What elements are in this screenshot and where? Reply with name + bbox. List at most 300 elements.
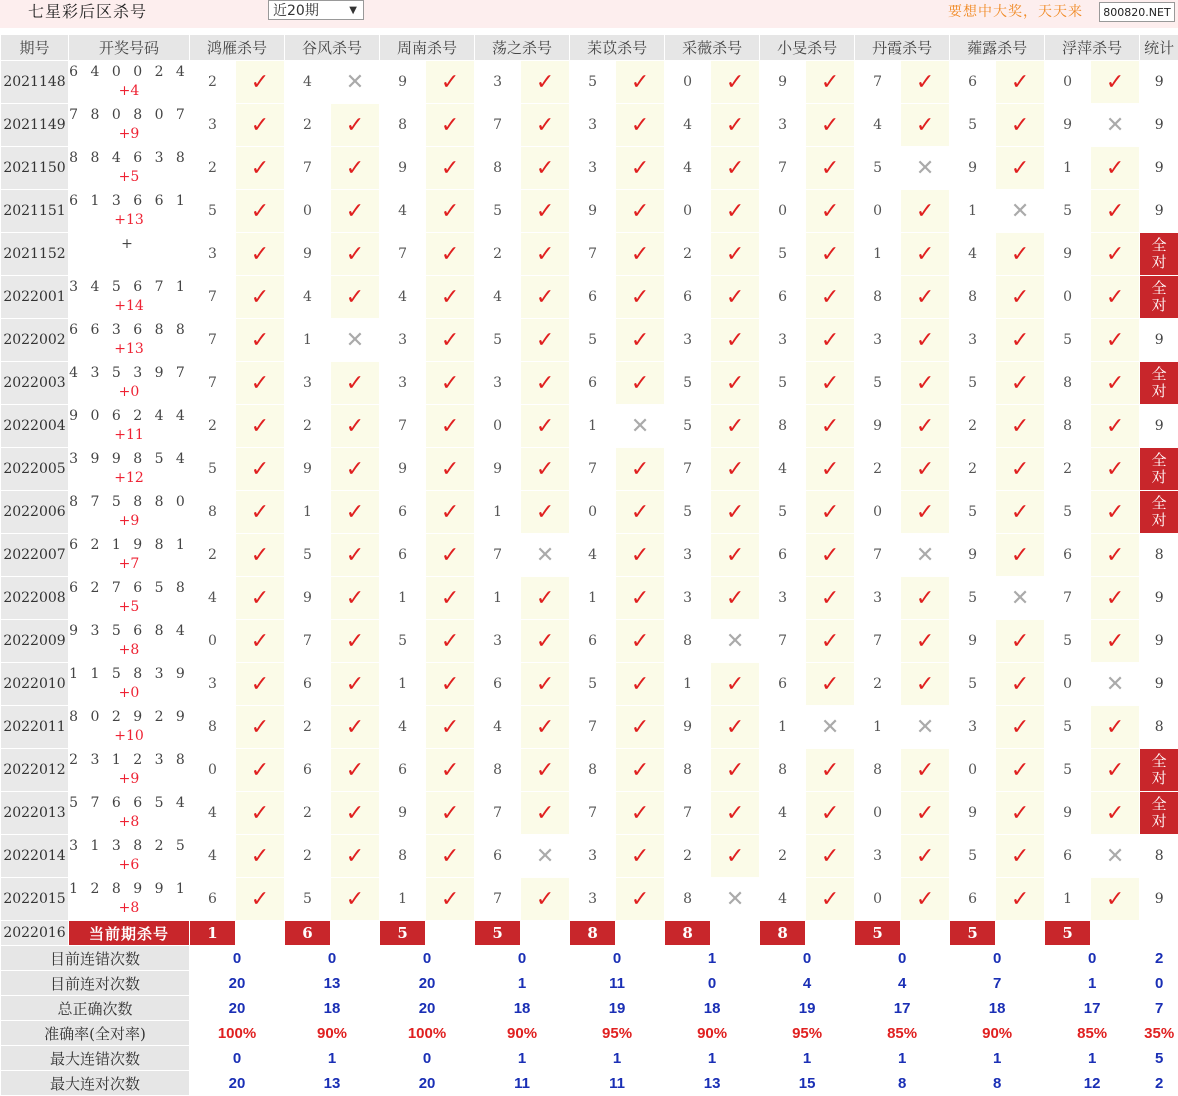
kill-number-cell: 4 — [475, 706, 521, 749]
draw-numbers: 6 1 3 6 6 1 — [69, 192, 189, 211]
all-correct-badge: 全 对 — [1140, 749, 1178, 792]
stat-cell: 9 — [1140, 61, 1178, 104]
hit-cell — [426, 878, 475, 921]
issue-cell: 2021149 — [1, 104, 69, 147]
draw-numbers-cell — [69, 663, 190, 706]
kill-number-cell: 4 — [665, 147, 711, 190]
check-icon: ✓ — [536, 328, 554, 353]
draw-numbers: 7 8 0 8 0 7 — [69, 106, 189, 125]
summary-value: 13 — [285, 971, 380, 996]
hit-cell — [616, 620, 665, 663]
blank-cell — [1091, 921, 1140, 946]
draw-numbers: 1 1 5 8 3 9 — [69, 665, 189, 684]
check-icon: ✓ — [441, 457, 459, 482]
kill-number-cell: 2 — [190, 534, 236, 577]
kill-number-cell: 6 — [1045, 835, 1091, 878]
kill-number-cell: 4 — [950, 233, 996, 276]
hit-cell — [521, 104, 570, 147]
kill-number-cell: 5 — [665, 405, 711, 448]
check-icon: ✓ — [631, 887, 649, 912]
current-kill-number: 5 — [1045, 921, 1091, 946]
all-correct-badge: 全 对 — [1140, 276, 1178, 319]
hit-cell — [1091, 448, 1140, 491]
check-icon: ✓ — [441, 242, 459, 267]
draw-numbers: 3 1 3 8 2 5 — [69, 837, 189, 856]
check-icon: ✓ — [1106, 414, 1124, 439]
kill-number-cell: 6 — [285, 663, 331, 706]
kill-number-cell: 7 — [570, 706, 616, 749]
table-row — [1, 534, 1178, 577]
hit-cell — [521, 792, 570, 835]
stat-cell: 9 — [1140, 663, 1178, 706]
summary-value: 19 — [570, 996, 665, 1021]
hit-cell — [806, 319, 855, 362]
blank-cell — [616, 921, 665, 946]
check-icon: ✓ — [1011, 844, 1029, 869]
kill-number-cell: 1 — [475, 491, 521, 534]
kill-number-cell: 4 — [190, 835, 236, 878]
check-icon: ✓ — [726, 543, 744, 568]
kill-number-cell: 9 — [665, 706, 711, 749]
kill-number-cell: 7 — [570, 792, 616, 835]
check-icon: ✓ — [251, 629, 269, 654]
check-icon: ✓ — [251, 543, 269, 568]
check-icon: ✓ — [726, 844, 744, 869]
check-icon: ✓ — [1011, 758, 1029, 783]
summary-value: 2 — [1140, 1071, 1178, 1096]
current-kill-number: 5 — [475, 921, 521, 946]
kill-number-cell: 1 — [665, 663, 711, 706]
kill-number-cell: 5 — [1045, 319, 1091, 362]
hit-cell — [996, 878, 1045, 921]
draw-extra-number: +0 — [69, 383, 189, 402]
check-icon: ✓ — [441, 801, 459, 826]
summary-value: 1 — [855, 1046, 950, 1071]
draw-numbers: + — [69, 235, 189, 254]
kill-number-cell: 5 — [570, 663, 616, 706]
kill-number-cell: 5 — [665, 362, 711, 405]
hit-cell — [806, 362, 855, 405]
check-icon: ✓ — [536, 414, 554, 439]
check-icon: ✓ — [1011, 156, 1029, 181]
hit-cell — [426, 233, 475, 276]
hit-cell — [521, 878, 570, 921]
hit-cell — [711, 663, 760, 706]
kill-number-cell: 0 — [570, 491, 616, 534]
miss-cell — [521, 534, 570, 577]
kill-number-cell: 5 — [1045, 190, 1091, 233]
check-icon: ✓ — [726, 156, 744, 181]
period-select[interactable] — [268, 0, 364, 20]
hit-cell — [616, 233, 665, 276]
hit-cell — [616, 61, 665, 104]
summary-value: 1 — [665, 1046, 760, 1071]
issue-cell: 2022010 — [1, 663, 69, 706]
summary-value: 18 — [285, 996, 380, 1021]
kill-number-cell: 2 — [285, 792, 331, 835]
miss-cell — [996, 190, 1045, 233]
check-icon: ✓ — [631, 242, 649, 267]
kill-number-cell: 4 — [380, 706, 426, 749]
issue-cell: 2022014 — [1, 835, 69, 878]
summary-row — [1, 971, 1178, 996]
current-kill-number: 8 — [570, 921, 616, 946]
cross-icon: ✕ — [536, 543, 554, 568]
kill-number-cell: 4 — [380, 190, 426, 233]
kill-number-cell: 7 — [475, 792, 521, 835]
draw-numbers-cell — [69, 190, 190, 233]
check-icon: ✓ — [1011, 457, 1029, 482]
kill-number-cell: 6 — [380, 491, 426, 534]
hit-cell — [901, 878, 950, 921]
hit-cell — [426, 147, 475, 190]
summary-value: 20 — [380, 996, 475, 1021]
kill-number-cell: 2 — [190, 61, 236, 104]
hit-cell — [1091, 362, 1140, 405]
check-icon: ✓ — [441, 586, 459, 611]
draw-numbers-cell — [69, 362, 190, 405]
draw-extra-number: +8 — [69, 899, 189, 918]
hit-cell — [616, 104, 665, 147]
check-icon: ✓ — [916, 801, 934, 826]
kill-number-cell: 4 — [380, 276, 426, 319]
stat-cell: 9 — [1140, 878, 1178, 921]
hit-cell — [711, 749, 760, 792]
check-icon: ✓ — [441, 629, 459, 654]
hit-cell — [521, 620, 570, 663]
hit-cell — [806, 749, 855, 792]
kill-number-cell: 5 — [1045, 706, 1091, 749]
check-icon: ✓ — [536, 156, 554, 181]
table-row — [1, 491, 1178, 534]
slogan-text: 要想中大奖，天天来 — [948, 0, 1083, 24]
check-icon: ✓ — [251, 199, 269, 224]
kill-number-cell: 5 — [1045, 491, 1091, 534]
column-header: 荡之杀号 — [475, 35, 570, 61]
current-kill-number: 5 — [380, 921, 426, 946]
issue-cell: 2022007 — [1, 534, 69, 577]
check-icon: ✓ — [631, 199, 649, 224]
blank-cell — [806, 921, 855, 946]
cross-icon: ✕ — [1011, 199, 1029, 224]
hit-cell — [806, 104, 855, 147]
hit-cell — [996, 792, 1045, 835]
kill-number-cell: 5 — [760, 362, 806, 405]
check-icon: ✓ — [916, 371, 934, 396]
hit-cell — [901, 319, 950, 362]
check-icon: ✓ — [916, 457, 934, 482]
cross-icon: ✕ — [346, 328, 364, 353]
check-icon: ✓ — [1011, 70, 1029, 95]
kill-number-cell: 3 — [950, 319, 996, 362]
hit-cell — [426, 534, 475, 577]
check-icon: ✓ — [1106, 285, 1124, 310]
miss-cell — [521, 835, 570, 878]
table-header — [1, 35, 1178, 61]
check-icon: ✓ — [346, 199, 364, 224]
kill-number-cell: 9 — [950, 534, 996, 577]
draw-numbers-cell — [69, 147, 190, 190]
check-icon: ✓ — [346, 586, 364, 611]
hit-cell — [236, 878, 285, 921]
hit-cell — [1091, 534, 1140, 577]
hit-cell — [711, 491, 760, 534]
summary-value: 35% — [1140, 1021, 1178, 1046]
miss-cell — [806, 706, 855, 749]
hit-cell — [1091, 276, 1140, 319]
hit-cell — [521, 491, 570, 534]
summary-value: 0 — [190, 946, 285, 971]
hit-cell — [236, 233, 285, 276]
hit-cell — [711, 405, 760, 448]
kill-number-cell: 4 — [855, 104, 901, 147]
check-icon: ✓ — [1106, 887, 1124, 912]
stat-cell: 9 — [1140, 620, 1178, 663]
draw-numbers: 3 4 5 6 7 1 — [69, 278, 189, 297]
hit-cell — [236, 276, 285, 319]
check-icon: ✓ — [441, 70, 459, 95]
check-icon: ✓ — [441, 672, 459, 697]
draw-numbers: 8 8 4 6 3 8 — [69, 149, 189, 168]
summary-value: 1 — [570, 1046, 665, 1071]
kill-number-cell: 4 — [190, 792, 236, 835]
check-icon: ✓ — [441, 715, 459, 740]
check-icon: ✓ — [441, 328, 459, 353]
kill-number-cell: 5 — [570, 61, 616, 104]
draw-extra-number: +13 — [69, 340, 189, 359]
summary-value: 15 — [760, 1071, 855, 1096]
summary-value: 90% — [475, 1021, 570, 1046]
check-icon: ✓ — [821, 156, 839, 181]
draw-numbers: 1 2 8 9 9 1 — [69, 880, 189, 899]
draw-extra-number: +0 — [69, 684, 189, 703]
kill-number-cell: 3 — [190, 104, 236, 147]
hit-cell — [331, 405, 380, 448]
summary-row — [1, 946, 1178, 971]
check-icon: ✓ — [346, 801, 364, 826]
kill-number-cell: 3 — [665, 577, 711, 620]
check-icon: ✓ — [536, 629, 554, 654]
check-icon: ✓ — [1106, 70, 1124, 95]
issue-cell: 2022004 — [1, 405, 69, 448]
hit-cell — [996, 534, 1045, 577]
kill-number-cell: 6 — [760, 663, 806, 706]
check-icon: ✓ — [346, 543, 364, 568]
kill-number-cell: 4 — [285, 276, 331, 319]
check-icon: ✓ — [536, 371, 554, 396]
hit-cell — [806, 835, 855, 878]
kill-number-cell: 5 — [665, 491, 711, 534]
check-icon: ✓ — [631, 629, 649, 654]
issue-cell: 2022015 — [1, 878, 69, 921]
hit-cell — [1091, 190, 1140, 233]
kill-number-cell: 5 — [1045, 620, 1091, 663]
summary-label: 最大连错次数 — [1, 1046, 190, 1071]
hit-cell — [1091, 491, 1140, 534]
hit-cell — [236, 663, 285, 706]
hit-cell — [901, 663, 950, 706]
check-icon: ✓ — [441, 758, 459, 783]
kill-number-cell: 7 — [475, 878, 521, 921]
summary-value: 2 — [1140, 946, 1178, 971]
hit-cell — [521, 448, 570, 491]
kill-number-cell: 7 — [380, 405, 426, 448]
summary-value: 11 — [570, 971, 665, 996]
hit-cell — [521, 319, 570, 362]
check-icon: ✓ — [251, 156, 269, 181]
issue-cell: 2021150 — [1, 147, 69, 190]
check-icon: ✓ — [726, 672, 744, 697]
hit-cell — [331, 706, 380, 749]
kill-number-cell: 9 — [380, 792, 426, 835]
hit-cell — [996, 491, 1045, 534]
check-icon: ✓ — [441, 199, 459, 224]
hit-cell — [1091, 319, 1140, 362]
kill-number-cell: 0 — [950, 749, 996, 792]
check-icon: ✓ — [1106, 586, 1124, 611]
hit-cell — [1091, 577, 1140, 620]
all-correct-badge: 全 对 — [1140, 448, 1178, 491]
draw-numbers: 5 7 6 6 5 4 — [69, 794, 189, 813]
check-icon: ✓ — [821, 70, 839, 95]
kill-number-table — [0, 34, 1178, 1096]
stat-cell: 9 — [1140, 319, 1178, 362]
check-icon: ✓ — [1011, 285, 1029, 310]
hit-cell — [331, 577, 380, 620]
hit-cell — [901, 276, 950, 319]
column-header: 小旻杀号 — [760, 35, 855, 61]
kill-number-cell: 8 — [665, 749, 711, 792]
draw-numbers-cell — [69, 878, 190, 921]
summary-value: 0 — [380, 1046, 475, 1071]
issue-cell: 2022011 — [1, 706, 69, 749]
hit-cell — [711, 319, 760, 362]
kill-number-cell: 9 — [285, 577, 331, 620]
all-correct-badge: 全 对 — [1140, 792, 1178, 835]
current-issue-number: 2022016 — [1, 921, 69, 946]
check-icon: ✓ — [1011, 715, 1029, 740]
hit-cell — [616, 534, 665, 577]
check-icon: ✓ — [441, 113, 459, 138]
kill-number-cell: 3 — [380, 362, 426, 405]
kill-number-cell: 8 — [855, 749, 901, 792]
draw-numbers-cell — [69, 233, 190, 276]
check-icon: ✓ — [251, 113, 269, 138]
blank-cell — [1140, 921, 1178, 946]
current-issue-row — [1, 921, 1178, 946]
hit-cell — [806, 620, 855, 663]
check-icon: ✓ — [441, 285, 459, 310]
kill-number-cell: 6 — [950, 61, 996, 104]
hit-cell — [711, 534, 760, 577]
current-kill-number: 5 — [950, 921, 996, 946]
check-icon: ✓ — [346, 715, 364, 740]
check-icon: ✓ — [536, 672, 554, 697]
kill-number-cell: 9 — [760, 61, 806, 104]
check-icon: ✓ — [251, 285, 269, 310]
column-header: 统计 — [1140, 35, 1178, 61]
kill-number-cell: 0 — [760, 190, 806, 233]
hit-cell — [996, 147, 1045, 190]
kill-number-cell: 8 — [950, 276, 996, 319]
hit-cell — [616, 663, 665, 706]
draw-extra-number: +8 — [69, 641, 189, 660]
hit-cell — [616, 190, 665, 233]
check-icon: ✓ — [346, 672, 364, 697]
check-icon: ✓ — [821, 414, 839, 439]
check-icon: ✓ — [916, 199, 934, 224]
summary-row — [1, 1071, 1178, 1096]
kill-number-cell: 2 — [285, 104, 331, 147]
kill-number-cell: 9 — [380, 147, 426, 190]
miss-cell — [331, 319, 380, 362]
check-icon: ✓ — [726, 457, 744, 482]
summary-row — [1, 1046, 1178, 1071]
kill-number-cell: 7 — [190, 319, 236, 362]
draw-numbers: 8 0 2 9 2 9 — [69, 708, 189, 727]
check-icon: ✓ — [916, 328, 934, 353]
check-icon: ✓ — [821, 586, 839, 611]
check-icon: ✓ — [1106, 801, 1124, 826]
stat-cell: 9 — [1140, 104, 1178, 147]
issue-cell: 2021152 — [1, 233, 69, 276]
hit-cell — [711, 147, 760, 190]
kill-number-cell: 8 — [190, 706, 236, 749]
check-icon: ✓ — [631, 113, 649, 138]
draw-extra-number: +11 — [69, 426, 189, 445]
table-row — [1, 577, 1178, 620]
kill-number-cell: 5 — [950, 663, 996, 706]
check-icon: ✓ — [631, 586, 649, 611]
check-icon: ✓ — [631, 543, 649, 568]
summary-value: 8 — [950, 1071, 1045, 1096]
kill-number-cell: 8 — [190, 491, 236, 534]
hit-cell — [236, 534, 285, 577]
column-header: 丹霞杀号 — [855, 35, 950, 61]
miss-cell — [1091, 663, 1140, 706]
miss-cell — [711, 878, 760, 921]
summary-row — [1, 996, 1178, 1021]
check-icon: ✓ — [726, 285, 744, 310]
draw-extra-number: +5 — [69, 168, 189, 187]
check-icon: ✓ — [631, 328, 649, 353]
site-badge[interactable]: 800820.NET — [1099, 2, 1175, 22]
kill-number-cell: 2 — [475, 233, 521, 276]
check-icon: ✓ — [251, 242, 269, 267]
check-icon: ✓ — [726, 801, 744, 826]
hit-cell — [426, 577, 475, 620]
check-icon: ✓ — [1106, 457, 1124, 482]
check-icon: ✓ — [536, 199, 554, 224]
summary-value: 20 — [380, 971, 475, 996]
check-icon: ✓ — [1011, 629, 1029, 654]
issue-cell: 2022006 — [1, 491, 69, 534]
summary-value: 85% — [855, 1021, 950, 1046]
hit-cell — [521, 706, 570, 749]
kill-number-cell: 3 — [285, 362, 331, 405]
summary-value: 90% — [285, 1021, 380, 1046]
check-icon: ✓ — [631, 156, 649, 181]
check-icon: ✓ — [1011, 887, 1029, 912]
hit-cell — [996, 319, 1045, 362]
hit-cell — [331, 190, 380, 233]
kill-number-cell: 8 — [380, 835, 426, 878]
kill-number-cell: 1 — [380, 663, 426, 706]
hit-cell — [236, 835, 285, 878]
kill-number-cell: 9 — [380, 61, 426, 104]
check-icon: ✓ — [1011, 113, 1029, 138]
summary-value: 4 — [760, 971, 855, 996]
